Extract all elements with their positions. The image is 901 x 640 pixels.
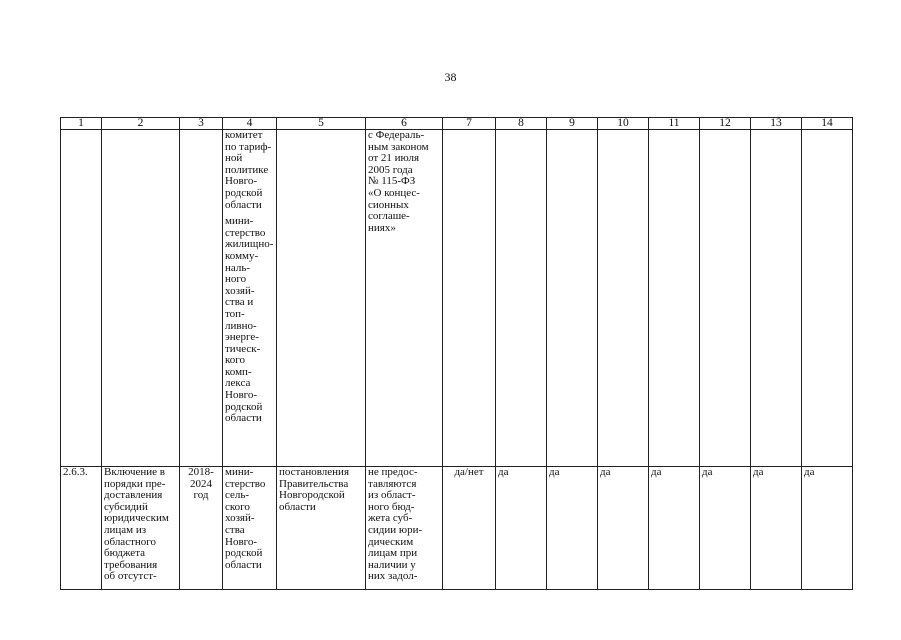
table-cell [649,130,700,467]
year-value: да [700,467,751,590]
column-header: 12 [700,118,751,130]
column-header: 13 [751,118,802,130]
table-cell [751,130,802,467]
column-header: 9 [547,118,598,130]
column-header: 10 [598,118,649,130]
executor-housing-ministry: мини- стерство жилищно- комму- наль- ного хозяй- ства и топ- ливно- энерге- тическ- кого комп- лекса Новго- родской области [225,215,274,425]
column-header: 6 [366,118,443,130]
table-row-2-6-3 [61,467,853,590]
document-type: постановления Правительства Новгородской области [277,467,366,590]
column-header: 14 [802,118,853,130]
column-header: 11 [649,118,700,130]
table-cell [61,130,102,467]
table-cell [102,130,180,467]
indicator-text: с Федераль- ным законом от 21 июля 2005 года № 115-ФЗ «О концес- сионных соглаше- ниях» [368,129,429,234]
year-value: да [802,467,853,590]
executor: мини- стерство сель- ского хозяй- ства Новго- родской области [223,467,277,590]
indicator-cell [366,130,443,467]
row-number: 2.6.3. [61,467,102,590]
column-header: 8 [496,118,547,130]
executor-tariff-committee: комитет по тариф- ной политике Новго- родской области [225,129,272,211]
year-value: да [598,467,649,590]
table-cell [496,130,547,467]
period: 2018- 2024 год [180,467,223,590]
column-header: 4 [223,118,277,130]
table-cell [443,130,496,467]
column-header: 7 [443,118,496,130]
page-number: 38 [444,70,457,84]
column-header: 5 [277,118,366,130]
table-cell [277,130,366,467]
table-cell [598,130,649,467]
year-value: да [751,467,802,590]
measure-name: Включение в порядки пре- доставления субсидий юридическим лицам из областного бюджета требования об отсутст- [102,467,180,590]
table-row-continued [61,130,853,467]
indicator: не предос- тавляются из област- ного бюд- жета суб- сидии юри- дическим лицам при наличии у них задол- [366,467,443,590]
header-row [61,118,853,130]
table-cell [180,130,223,467]
table-cell [547,130,598,467]
column-header: 3 [180,118,223,130]
plan-table [60,117,853,590]
column-header: 1 [61,118,102,130]
table-cell [700,130,751,467]
executor-cell [223,130,277,467]
year-value: да [496,467,547,590]
year-value: да [649,467,700,590]
year-value: да [547,467,598,590]
table-cell [802,130,853,467]
unit: да/нет [443,467,496,590]
column-header: 2 [102,118,180,130]
